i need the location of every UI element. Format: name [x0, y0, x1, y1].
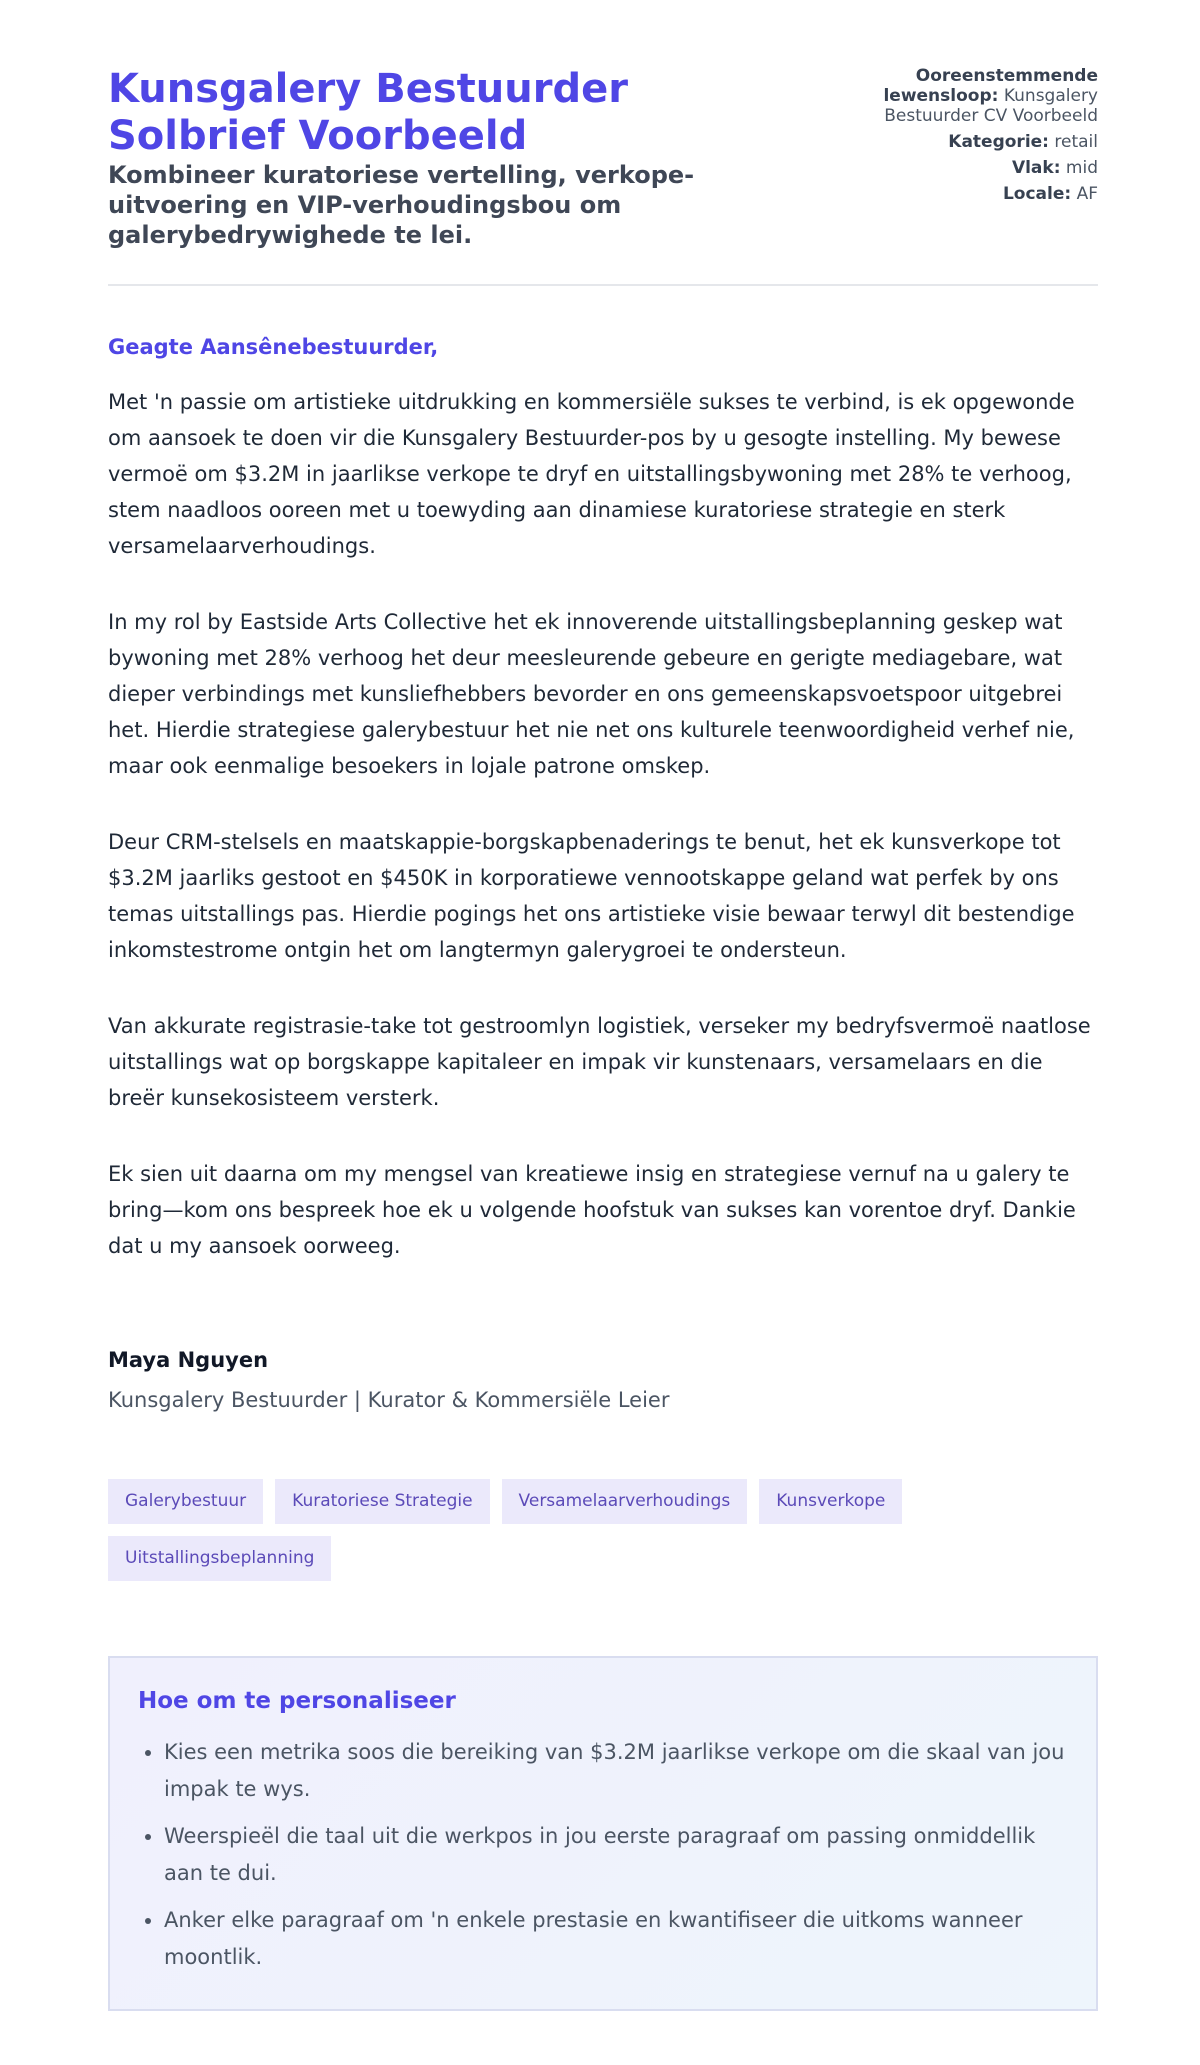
- page-header: [108, 66, 1098, 286]
- meta-resume: [848, 66, 1098, 126]
- meta-category: [848, 132, 1098, 152]
- page-title: Kunsgalery Bestuurder Solbrief Voorbeeld: [108, 66, 628, 159]
- meta-locale-value: AF: [1076, 184, 1098, 204]
- skill-tag: Uitstallingsbeplanning: [108, 1536, 331, 1581]
- meta-panel: [848, 66, 1098, 210]
- skill-tag: Kunsverkope: [759, 1479, 902, 1524]
- personalization-tips: [108, 1656, 1098, 2011]
- skill-tag: Versamelaarverhoudings: [502, 1479, 748, 1524]
- meta-level: [848, 158, 1098, 178]
- meta-level-label: Vlak:: [1011, 158, 1061, 178]
- meta-locale-label: Locale:: [1002, 184, 1072, 204]
- meta-category-value: retail: [1054, 132, 1098, 152]
- tips-item: • Kies een metrika soos die bereiking van $3.2M jaarlikse verkope om die skaal van jou impak te wys.: [164, 1734, 1068, 1808]
- letter-paragraph-3: Deur CRM-stelsels en maatskappie-borgskapbenaderings te benut, het ek kunsverkope tot $3.2M jaarliks gestoot en $450K in korporatiewe vennootskappe geland wat perfek by ons temas uitstallings pas. Hierdie pogings het ons artistieke visie bewaar terwyl dit bestendige inkomstestrome ontgin het om langtermyn galerygroei te ondersteun.: [108, 830, 1075, 962]
- signature-role: Kunsgalery Bestuurder | Kurator & Kommersiële Leier: [108, 1388, 670, 1412]
- tips-item: • Anker elke paragraaf om 'n enkele prestasie en kwantifiseer die uitkoms wanneer moontlik.: [164, 1902, 1068, 1976]
- tips-list: [138, 1734, 1068, 1976]
- letter-paragraph-5: Ek sien uit daarna om my mengsel van kreatiewe insig en strategiese vernuf na u galery te bring—kom ons bespreek hoe ek u volgende hoofstuk van sukses kan vorentoe dryf. Dankie dat u my aansoek oorweeg.: [108, 1162, 1076, 1258]
- meta-resume-value[interactable]: Kunsgalery Bestuurder CV Voorbeeld: [884, 86, 1098, 126]
- meta-level-value: mid: [1065, 158, 1098, 178]
- letter-salutation: Geagte Aansênebestuurder,: [108, 335, 439, 359]
- meta-locale: [848, 184, 1098, 204]
- tips-item: • Weerspieël die taal uit die werkpos in jou eerste paragraaf om passing onmiddellik aan te dui.: [164, 1818, 1068, 1892]
- meta-category-label: Kategorie:: [948, 132, 1049, 152]
- skill-tag: Galerybestuur: [108, 1479, 263, 1524]
- skill-tags: [108, 1479, 928, 1581]
- tips-title: Hoe om te personaliseer: [138, 1688, 456, 1714]
- letter-paragraph-2: In my rol by Eastside Arts Collective het ek innoverende uitstallingsbeplanning geskep wat bywoning met 28% verhoog het deur meesleurende gebeure en gerigte mediagebare, wat dieper verbindings met kunsliefhebbers bevorder en ons gemeenskapsvoetspoor uitgebrei het. Hierdie strategiese galerybestuur het nie net ons kulturele teenwoordigheid verhef nie, maar ook eenmalige besoekers in lojale patrone omskep.: [108, 610, 1075, 778]
- meta-resume-label: Ooreenstemmende lewensloop:: [883, 66, 1098, 106]
- letter-paragraph-1: Met 'n passie om artistieke uitdrukking en kommersiële sukses te verbind, is ek opgewonde om aansoek te doen vir die Kunsgalery Bestuurder-pos by u gesogte instelling. My bewese vermoë om $3.2M in jaarlikse verkope te dryf en uitstallingsbywoning met 28% te verhoog, stem naadloos ooreen met u toewyding aan dinamiese kuratoriese strategie en sterk versamelaarverhoudings.: [108, 390, 1075, 558]
- signature-name: Maya Nguyen: [108, 1348, 269, 1372]
- page-subtitle: Kombineer kuratoriese vertelling, verkope-uitvoering en VIP-verhoudingsbou om galerybedrywighede te lei.: [108, 161, 695, 249]
- letter-paragraph-4: Van akkurate registrasie-take tot gestroomlyn logistiek, verseker my bedryfsvermoë naatlose uitstallings wat op borgskappe kapitaleer en impak vir kunstenaars, versamelaars en die breër kunsekosisteem versterk.: [108, 1014, 1091, 1110]
- skill-tag: Kuratoriese Strategie: [275, 1479, 489, 1524]
- letter-body: [108, 332, 1098, 1304]
